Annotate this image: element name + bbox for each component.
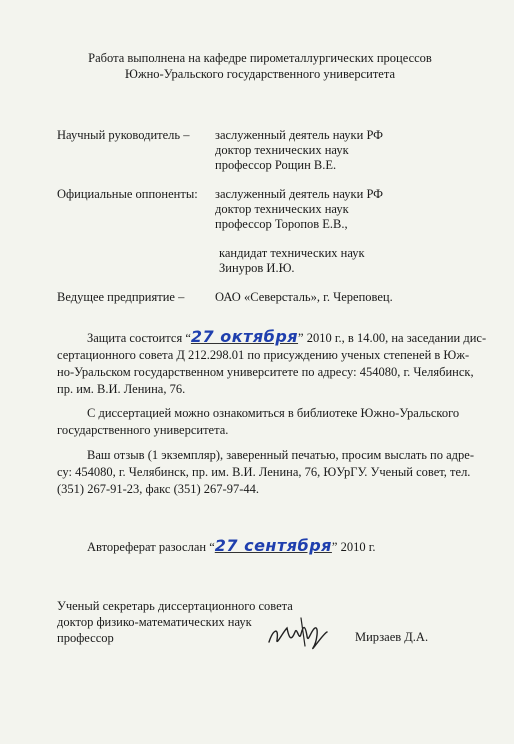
opponents-label: Официальные оппоненты: xyxy=(57,187,198,201)
reviews-line: Ваш отзыв (1 экземпляр), заверенный печатью, просим выслать по адре- xyxy=(87,448,474,462)
secretary-block xyxy=(57,598,293,646)
secretary-line: профессор xyxy=(57,631,114,645)
abstract-sent-suffix: ” 2010 г. xyxy=(331,540,376,554)
supervisor-line: профессор Рощин В.Е. xyxy=(215,158,337,172)
library-line: С диссертацией можно ознакомиться в библиотеке Южно-Уральского xyxy=(87,406,460,420)
opponent-line: кандидат технических наук xyxy=(219,246,365,260)
defense-paragraph xyxy=(57,328,487,398)
supervisor-line: заслуженный деятель науки РФ xyxy=(215,128,384,142)
secretary-line: Ученый секретарь диссертационного совета xyxy=(57,599,293,613)
library-line: государственного университета. xyxy=(57,423,229,437)
opponent-line: Зинуров И.Ю. xyxy=(219,261,295,275)
reviews-paragraph xyxy=(57,447,487,498)
supervisor-line: доктор технических наук xyxy=(215,143,349,157)
opponent-line: профессор Торопов Е.В., xyxy=(215,217,348,231)
abstract-sent-prefix: Автореферат разослан “ xyxy=(87,540,215,554)
lead-org-text: ОАО «Северсталь», г. Череповец. xyxy=(215,290,393,304)
opponent-line: заслуженный деятель науки РФ xyxy=(215,187,384,201)
header xyxy=(40,50,480,82)
secretary-line: доктор физико-математических наук xyxy=(57,615,252,629)
defense-suffix: ” 2010 г., в 14.00, на заседании дис- xyxy=(298,331,487,345)
abstract-sent-line xyxy=(57,537,487,556)
lead-org-label: Ведущее предприятие – xyxy=(57,290,185,304)
defense-line: но-Уральском государственном университете по адресу: 454080, г. Челябинск, xyxy=(57,365,474,379)
reviews-line: (351) 267-91-23, факс (351) 267-97-44. xyxy=(57,482,260,496)
defense-line: пр. им. В.И. Ленина, 76. xyxy=(57,382,186,396)
defense-line: сертационного совета Д 212.298.01 по присуждению ученых степеней в Юж- xyxy=(57,348,470,362)
header-line-1: Работа выполнена на кафедре пирометаллургических процессов xyxy=(88,51,432,65)
defense-date-handwritten: 27 октября xyxy=(190,327,299,346)
header-line-2: Южно-Уральского государственного университета xyxy=(124,67,396,81)
library-paragraph xyxy=(57,405,487,439)
supervisor-label: Научный руководитель – xyxy=(57,128,190,142)
defense-prefix: Защита состоится “ xyxy=(87,331,191,345)
reviews-line: су: 454080, г. Челябинск, пр. им. В.И. Ленина, 76, ЮУрГУ. Ученый совет, тел. xyxy=(57,465,471,479)
opponent-line: доктор технических наук xyxy=(215,202,349,216)
secretary-name: Мирзаев Д.А. xyxy=(355,630,429,644)
abstract-sent-date-handwritten: 27 сентября xyxy=(214,536,332,555)
handwritten-signature xyxy=(265,612,335,654)
